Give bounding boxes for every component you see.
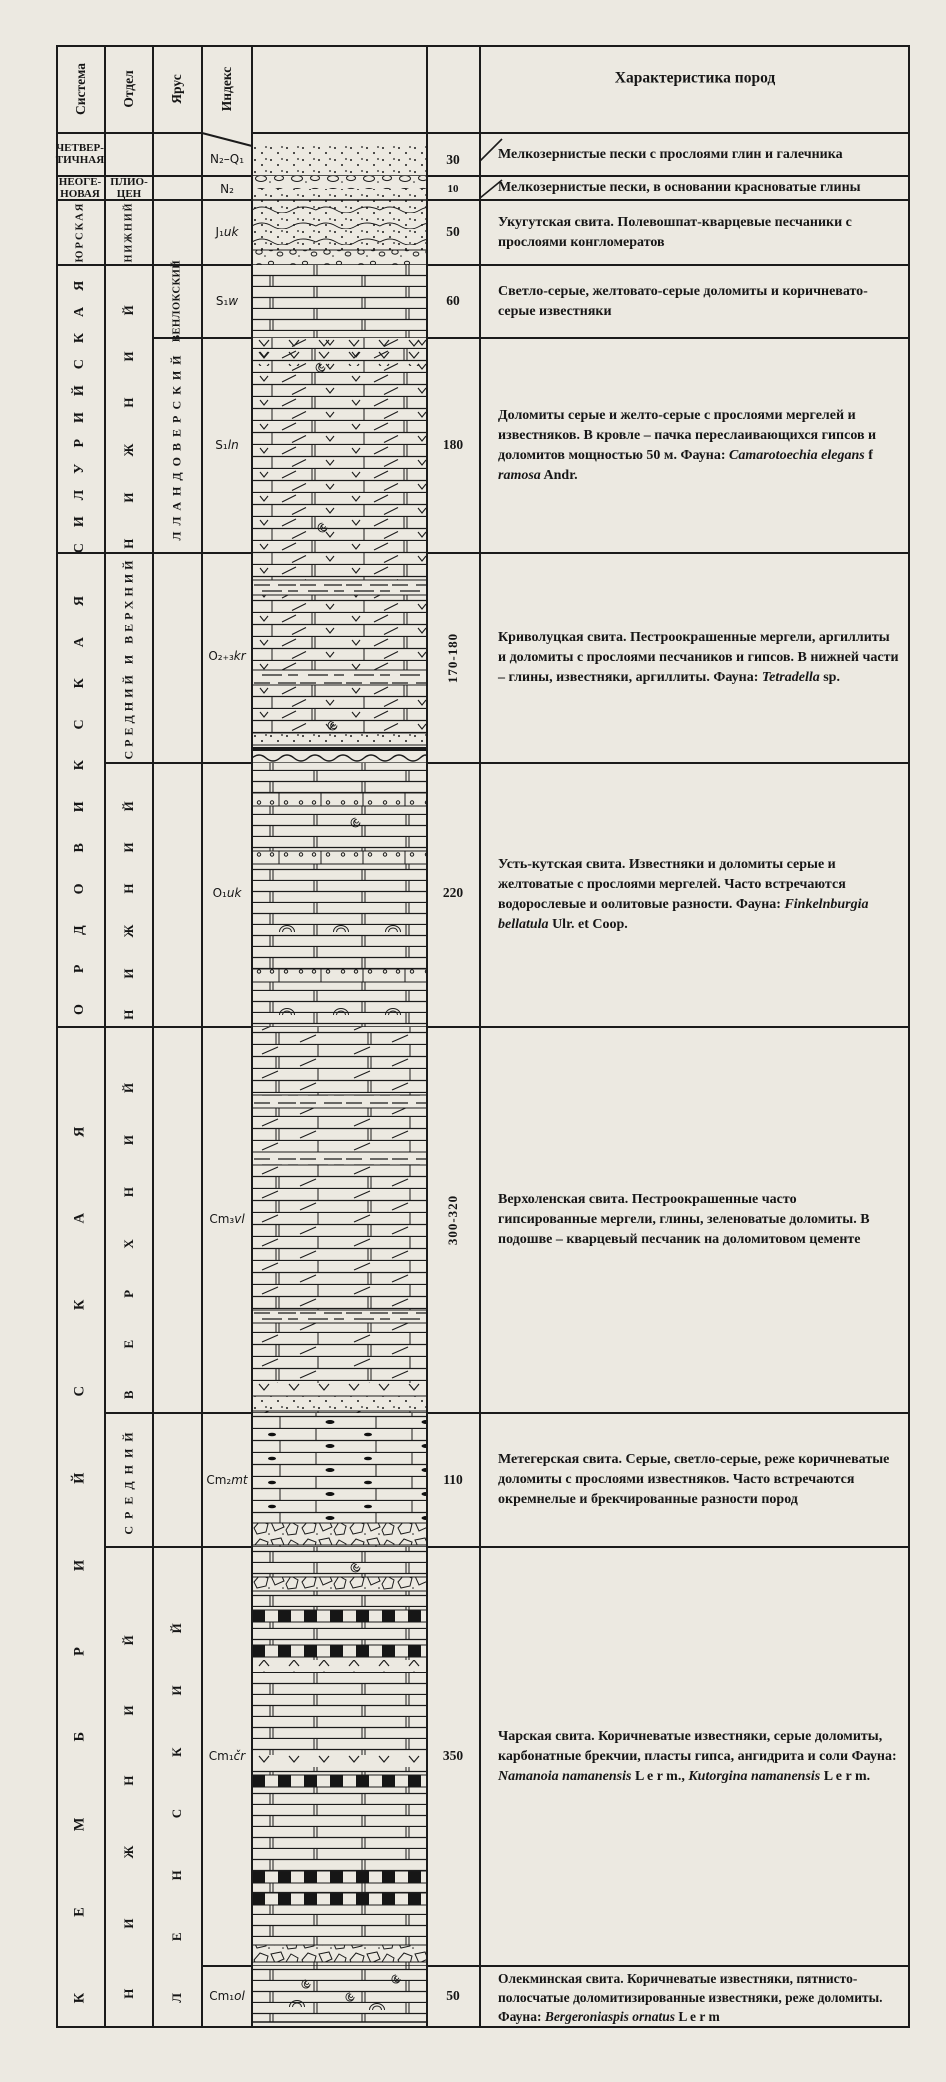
header-system: Система: [73, 63, 88, 115]
header-series: Отдел: [121, 70, 136, 108]
index-s1w: S₁w: [215, 294, 239, 308]
desc-charsk: Чарская свита. Коричневатые известняки, серые доломиты, карбонатные брекчии, пласты гипса, ангидрита и соли Фауна: Namanoia namanensis L e r m., Kutorgina namanensis L e r m.: [498, 1728, 897, 1784]
stage-llandovery: ЛЛАНДОВЕРСКИЙ: [169, 349, 184, 541]
thickness-cm2mt: 110: [443, 1472, 463, 1487]
index-o1uk: O₁uk: [212, 886, 242, 900]
thickness-q: 30: [446, 152, 460, 167]
thickness-cm3vl: 300-320: [445, 1194, 460, 1246]
series-ordovician-lower: НИЖНИЙ: [121, 770, 136, 1020]
index-j1uk: J₁uk: [215, 225, 239, 239]
desc-ustkut: Усть-кутская свита. Известняки и доломиты серые и желтоватые с прослоями мергелей. Часто встречаются водорослевые и оолитовые разности. Фауна: Finkelnburgia bellatula Ulr. et Coop.: [498, 857, 869, 932]
desc-s1ln: Доломиты серые и желто-серые с прослоями мергелей и известняков. В кровле – пачка переслаивающихся гипсов и доломитов мощностью 50 м. Фауна: Camarotoechia elegans f ramosa Andr.: [498, 407, 877, 483]
system-neogene: НЕОГЕ- НОВАЯ: [58, 175, 102, 200]
series-cambrian-middle: СРЕДНИЙ: [121, 1425, 136, 1535]
thickness-n: 10: [447, 183, 459, 195]
index-cm2mt: Cm₂mt: [206, 1473, 248, 1487]
series-cambrian-upper: ВЕРХНИЙ: [121, 1040, 136, 1400]
thickness-cm1ol: 50: [446, 1988, 460, 2003]
series-cambrian-lower: НИЖНИЙ: [121, 1575, 136, 1999]
thickness-cm1cr: 350: [442, 1748, 464, 1763]
index-n2: N₂: [220, 182, 234, 196]
index-cm1cr: Cm₁čr: [208, 1749, 246, 1763]
thickness-j: 50: [446, 224, 460, 239]
index-cm3vl: Cm₃vl: [209, 1212, 245, 1226]
series-jurassic-lower: НИЖНИЙ: [123, 201, 135, 263]
desc-neogene: Мелкозернистые пески, в основании красноватые глины: [498, 180, 861, 195]
index-n2-q1: N₂–Q₁: [209, 152, 245, 166]
desc-metegersk: Метегерская свита. Серые, светло-серые, реже коричневатые доломиты с прослоями известняков. Часто встречаются окремнелые и брекчированные разности пород: [498, 1452, 890, 1507]
series-ordovician-mid-upper: СРЕДНИЙ И ВЕРХНИЙ: [121, 556, 136, 760]
thickness-o1uk: 220: [442, 885, 464, 900]
system-quaternary: ЧЕТВЕР- ТИЧНАЯ: [55, 141, 105, 166]
thickness-s1w: 60: [446, 293, 460, 308]
desc-krivoluk: Криволуцкая свита. Пестроокрашенные мергели, аргиллиты и доломиты с прослоями песчаников и гипсов. В нижней части – глины, известняки, аргиллиты. Фауна: Tetradella sp.: [498, 630, 899, 685]
index-s1ln: S₁ln: [215, 438, 239, 452]
series-silurian-lower: НИЖНИЙ: [121, 269, 136, 549]
stage-wenlock: ВЕНЛОКСКИЙ: [171, 259, 183, 343]
header-stage: Ярус: [169, 74, 184, 104]
desc-olekminsk: Олекминская свита. Коричневатые известняки, пятнисто-полосчатые доломитизированные известняки, реже доломиты. Фауна: Bergeroniaspis ornatus L e r m: [498, 1970, 883, 2024]
desc-quaternary: Мелкозернистые пески с прослоями глин и галечника: [498, 146, 843, 162]
index-o23kr: O₂₊₃kr: [208, 649, 246, 663]
system-cambrian: КЕМБРИЙСКАЯ: [71, 1050, 88, 2004]
header-characteristics: Характеристика пород: [614, 69, 776, 87]
stage-lena: ЛЕНСКИЙ: [169, 1571, 184, 2003]
thickness-s1ln: 180: [442, 437, 464, 452]
system-silurian: СИЛУРИЙСКАЯ: [72, 264, 87, 554]
series-pliocene: ПЛИО- ЦЕН: [110, 175, 148, 200]
desc-s1w: Светло-серые, желтовато-серые доломиты и коричневато-серые известняки: [498, 283, 868, 319]
desc-verkholensk: Верхоленская свита. Пестроокрашенные часто гипсированные мергели, глины, зеленоватые доломиты. В подошве – кварцевый песчаник на доломитовом цементе: [498, 1192, 870, 1247]
index-cm1ol: Cm₁ol: [209, 1989, 245, 2003]
system-ordovician: ОРДОВИКСКАЯ: [72, 565, 87, 1015]
header-index: Индекс: [219, 66, 234, 112]
thickness-o23kr: 170-180: [445, 632, 460, 684]
desc-ukugut: Укугутская свита. Полевошпат-кварцевые песчаники с прослоями конгломератов: [498, 214, 852, 250]
system-jurassic: ЮРСКАЯ: [74, 201, 86, 263]
